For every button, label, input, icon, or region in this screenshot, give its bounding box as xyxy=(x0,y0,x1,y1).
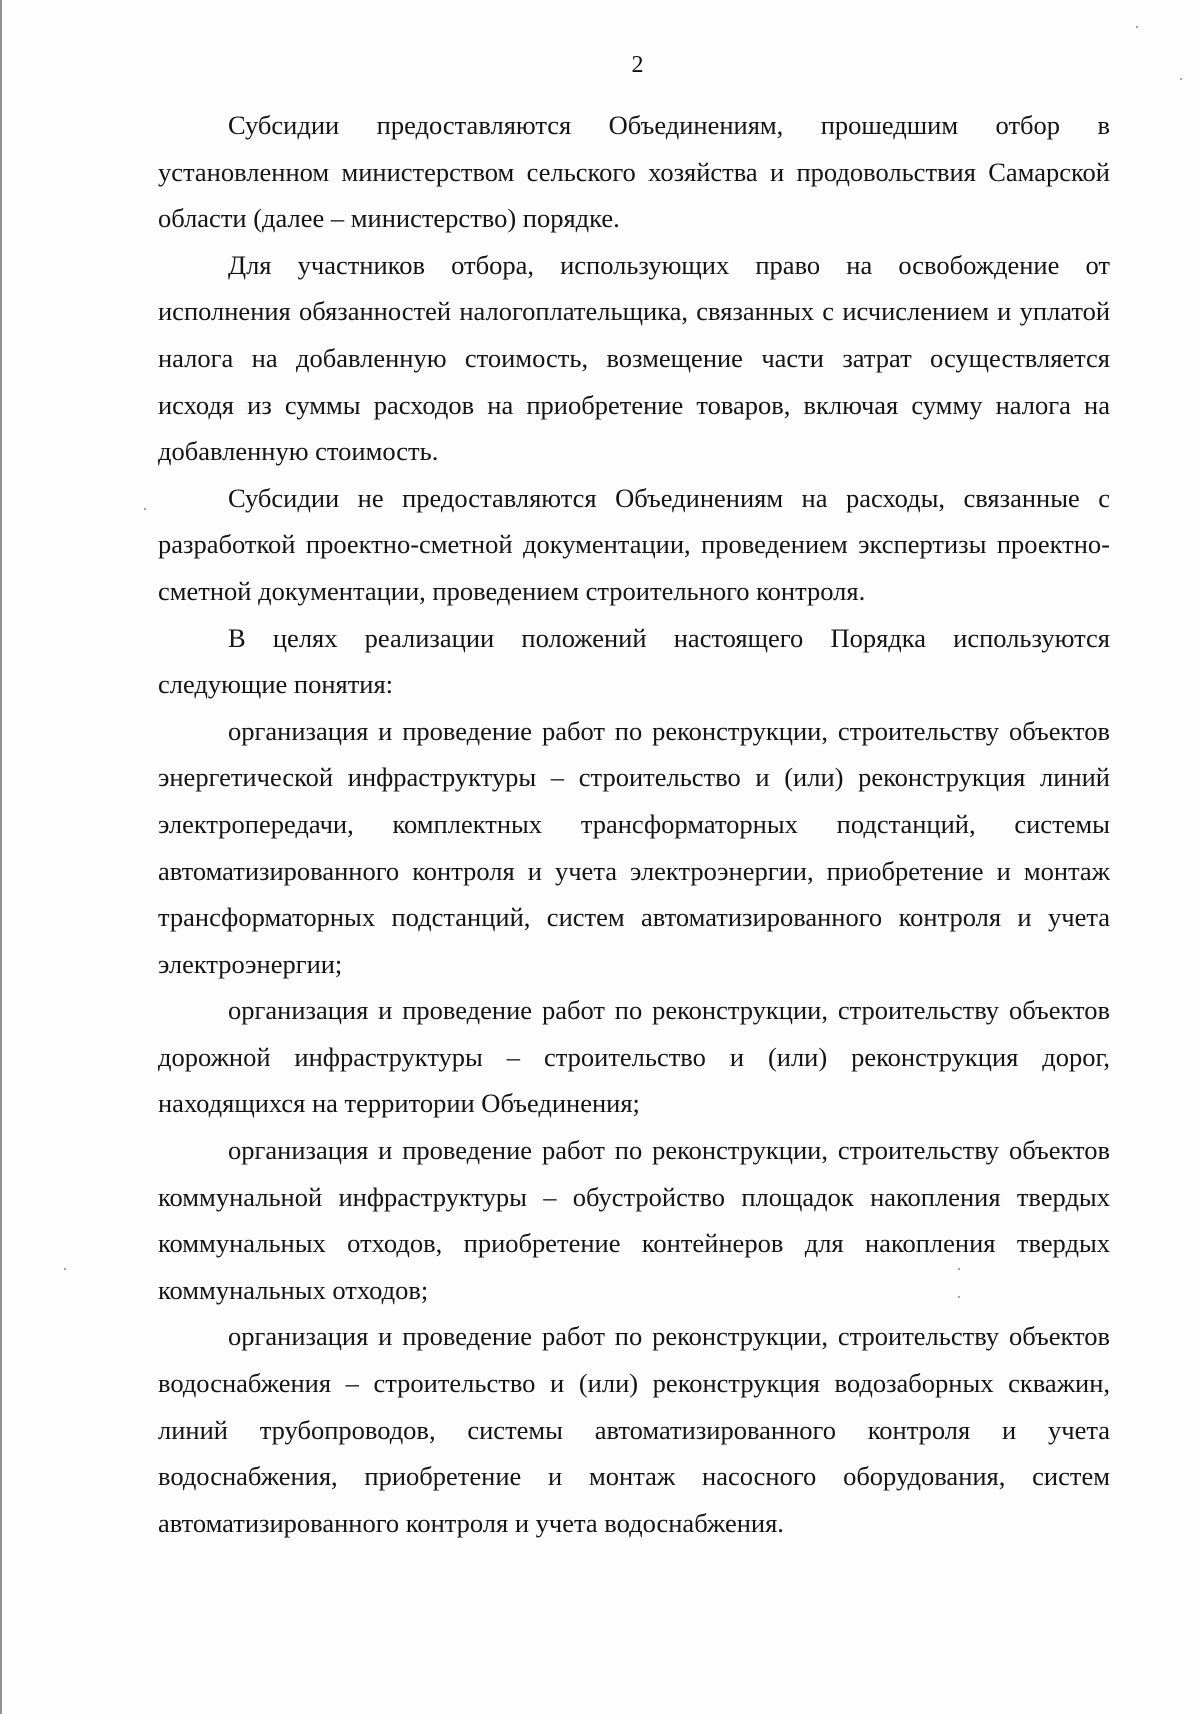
scan-speck xyxy=(958,1268,960,1270)
page-number: 2 xyxy=(631,52,644,78)
paragraph-definitions-intro: В целях реализации положений настоящего Порядка используются следующие понятия: xyxy=(158,622,1110,700)
paragraph-subsidies-selection: Субсидии предоставляются Объединениям, прошедшим отбор в установленном министерством сельского хозяйства и продовольствия Самарской области (далее – министерство) порядке. xyxy=(158,110,1110,234)
scan-speck xyxy=(144,508,146,510)
scan-left-edge xyxy=(0,0,2,1714)
scan-speck xyxy=(958,1296,960,1298)
definition-road-infrastructure: организация и проведение работ по реконструкции, строительству объектов дорожной инфраструктуры – строительство и (или) реконструкция дорог, находящихся на территории Объединения; xyxy=(158,995,1110,1119)
scan-speck xyxy=(1180,78,1182,80)
document-body xyxy=(158,102,1110,1546)
definition-water-supply: организация и проведение работ по реконструкции, строительству объектов водоснабжения – строительство и (или) реконструкция водозаборных скважин, линий трубопроводов, системы автоматизированного контроля и учета водоснабжения, приобретение и монтаж насосного оборудования, систем автоматизированного контроля и учета водоснабжения. xyxy=(158,1321,1110,1538)
definition-energy-infrastructure: организация и проведение работ по реконструкции, строительству объектов энергетической инфраструктуры – строительство и (или) реконструкция линий электропередачи, комплектных трансформаторных подстанций, системы автоматизированного контроля и учета электроэнергии, приобретение и монтаж трансформаторных подстанций, систем автоматизированного контроля и учета электроэнергии; xyxy=(158,715,1110,979)
scan-speck xyxy=(1136,26,1138,28)
scan-speck xyxy=(64,1268,66,1270)
paragraph-vat-exemption: Для участников отбора, использующих право на освобождение от исполнения обязанностей налогоплательщика, связанных с исчислением и уплатой налога на добавленную стоимость, возмещение части затрат осуществляется исходя из суммы расходов на приобретение товаров, включая сумму налога на добавленную стоимость. xyxy=(158,249,1110,467)
definition-communal-infrastructure: организация и проведение работ по реконструкции, строительству объектов коммунальной инфраструктуры – обустройство площадок накопления твердых коммунальных отходов, приобретение контейнеров для накопления твердых коммунальных отходов; xyxy=(158,1135,1110,1305)
paragraph-subsidies-exclusions: Субсидии не предоставляются Объединениям на расходы, связанные с разработкой проектно-сметной документации, проведением экспертизы проектно-сметной документации, проведением строительного контроля. xyxy=(158,482,1110,606)
